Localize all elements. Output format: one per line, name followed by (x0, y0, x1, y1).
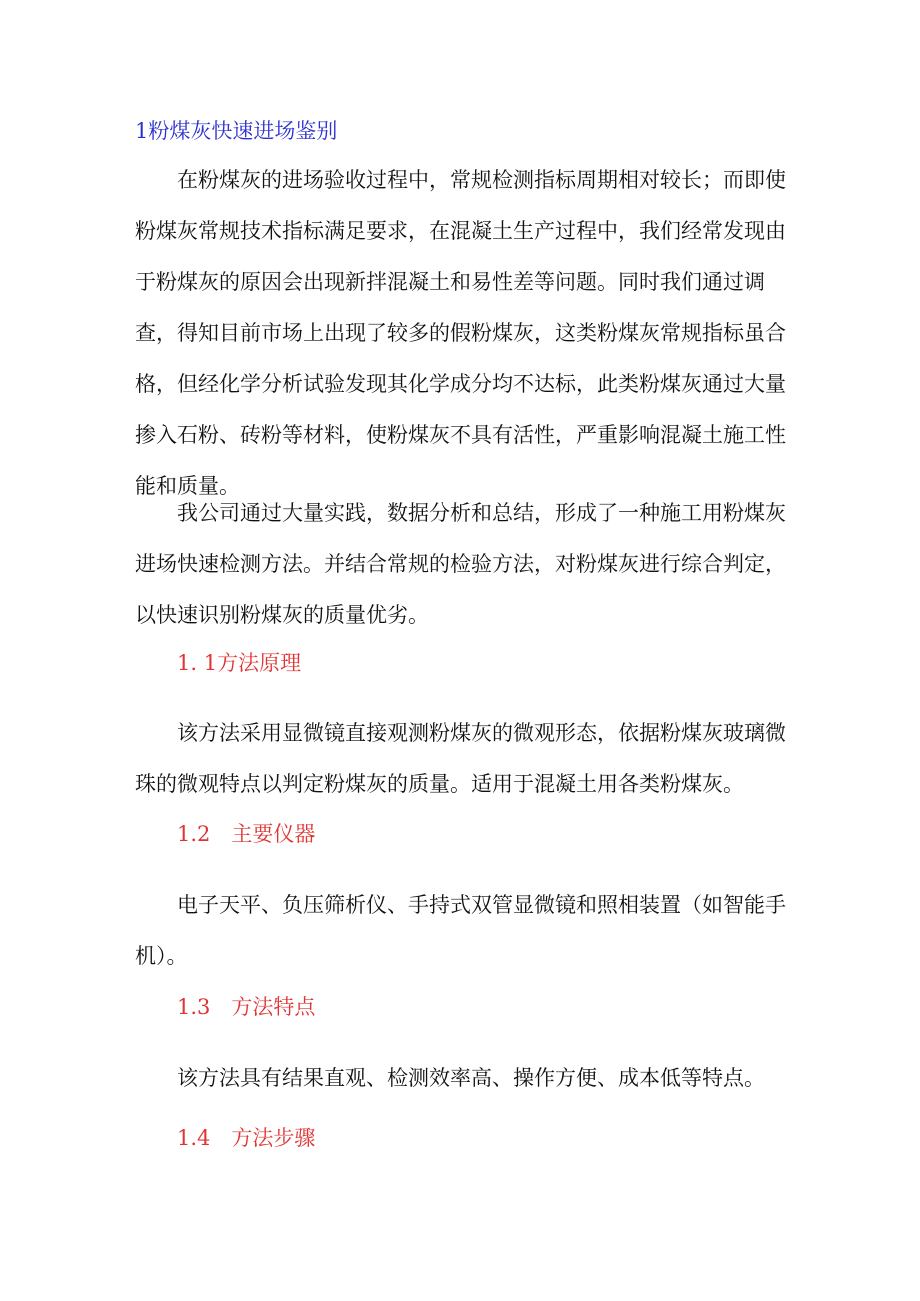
subsection-heading-principle: 1. 1方法原理 (177, 651, 302, 675)
features-paragraph: 该方法具有结果直观、检测效率高、操作方便、成本低等特点。 (177, 1066, 765, 1090)
intro-paragraph: 在粉煤灰的进场验收过程中，常规检测指标周期相对较长；而即使粉煤灰常规技术指标满足要求，在混凝土生产过程中，我们经常发现由于粉煤灰的原因会出现新拌混凝土和易性差等问题。同时我们通过调查，得知目前市场上出现了较多的假粉煤灰，这类粉煤灰常规指标虽合格，但经化学分析试验发现其化学成分均不达标，此类粉煤灰通过大量掺入石粉、砖粉等材料，使粉煤灰不具有活性，严重影响混凝土施工性能和质量。 (135, 168, 786, 498)
method-summary-paragraph: 我公司通过大量实践，数据分析和总结，形成了一种施工用粉煤灰进场快速检测方法。并结合常规的检验方法，对粉煤灰进行综合判定，以快速识别粉煤灰的质量优劣。 (135, 501, 786, 627)
subsection-heading-instruments: 1.2 主要仪器 (177, 822, 316, 846)
subsection-heading-steps: 1.4 方法步骤 (177, 1126, 316, 1150)
subsection-heading-features: 1.3 方法特点 (177, 995, 316, 1019)
instruments-paragraph: 电子天平、负压筛析仪、手持式双管显微镜和照相装置（如智能手机）。 (135, 893, 786, 968)
section-title: 1粉煤灰快速进场鉴别 (135, 119, 338, 143)
principle-paragraph: 该方法采用显微镜直接观测粉煤灰的微观形态，依据粉煤灰玻璃微珠的微观特点以判定粉煤灰的质量。适用于混凝土用各类粉煤灰。 (135, 721, 786, 796)
